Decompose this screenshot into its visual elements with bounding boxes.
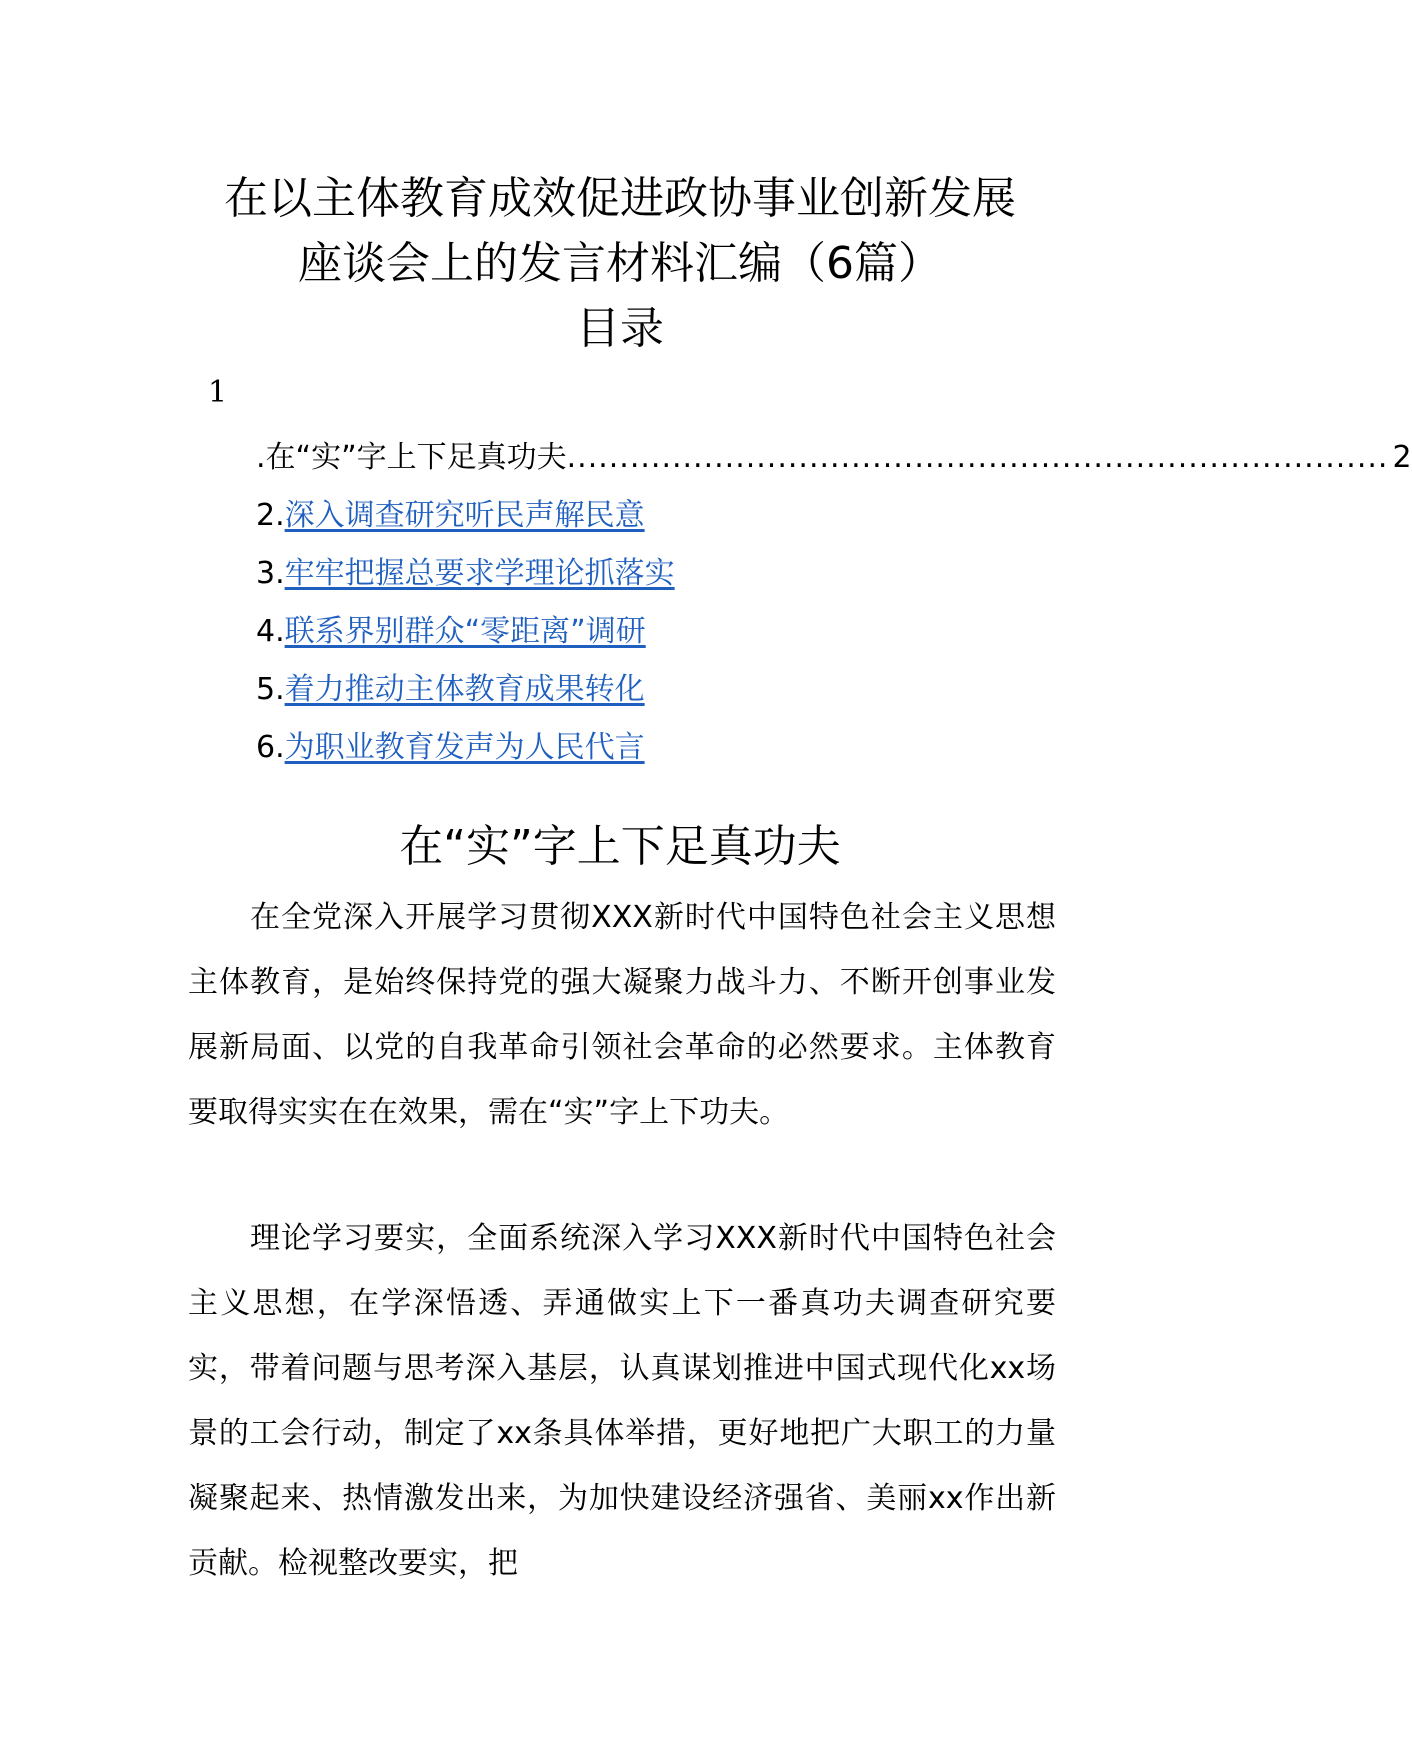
body-paragraph-1: 在全党深入开展学习贯彻XXX新时代中国特色社会主义思想主体教育，是始终保持党的强大凝聚力战斗力、不断开创事业发展新局面、以党的自我革命引领社会革命的必然要求。主体教育要取得实实在在效果，需在“实”字上下功夫。 [188, 900, 1056, 1130]
toc-entry-3[interactable] [256, 549, 675, 599]
toc-entry-6[interactable] [256, 723, 645, 773]
toc-entry-5[interactable] [256, 665, 645, 715]
toc-entry-6-link[interactable]: 为职业教育发声为人民代言 [284, 730, 645, 765]
toc-entry-3-link[interactable]: 牢牢把握总要求学理论抓落实 [284, 556, 675, 591]
toc-first-number: 1 [208, 375, 228, 410]
toc-entry-1[interactable] [256, 433, 1412, 483]
toc-entry-2-number: 2. [256, 498, 285, 533]
toc-entry-2[interactable] [256, 491, 645, 541]
body-paragraph-2: 理论学习要实，全面系统深入学习XXX新时代中国特色社会主义思想，在学深悟透、弄通做实上下一番真功夫调查研究要实，带着问题与思考深入基层，认真谋划推进中国式现代化xx场景的工会行动，制定了xx条具体举措，更好地把广大职工的力量凝聚起来、热情激发出来，为加快建设经济强省、美丽xx作出新贡献。检视整改要实，把 [188, 1221, 1056, 1581]
toc-entry-1-page: 2 [1392, 440, 1412, 475]
toc-entry-3-number: 3. [256, 556, 285, 591]
toc-entry-4[interactable] [256, 607, 646, 657]
toc-heading: 目录 [576, 303, 664, 354]
toc-entry-4-link[interactable]: 联系界别群众“零距离”调研 [284, 614, 646, 649]
document-title-line-1: 在以主体教育成效促进政协事业创新发展 [224, 173, 1016, 224]
toc-entry-4-number: 4. [256, 614, 285, 649]
document-title-line-2: 座谈会上的发言材料汇编（6篇） [298, 238, 942, 289]
toc-entry-5-link[interactable]: 着力推动主体教育成果转化 [284, 672, 645, 707]
toc-entry-1-text[interactable]: .在“实”字上下足真功夫 [256, 440, 567, 475]
toc-entry-6-number: 6. [256, 730, 285, 765]
toc-entry-2-link[interactable]: 深入调查研究听民声解民意 [284, 498, 645, 533]
section-title: 在“实”字上下足真功夫 [399, 821, 841, 872]
toc-entry-1-leader: .............................................................................. [566, 440, 1389, 475]
toc-entry-5-number: 5. [256, 672, 285, 707]
